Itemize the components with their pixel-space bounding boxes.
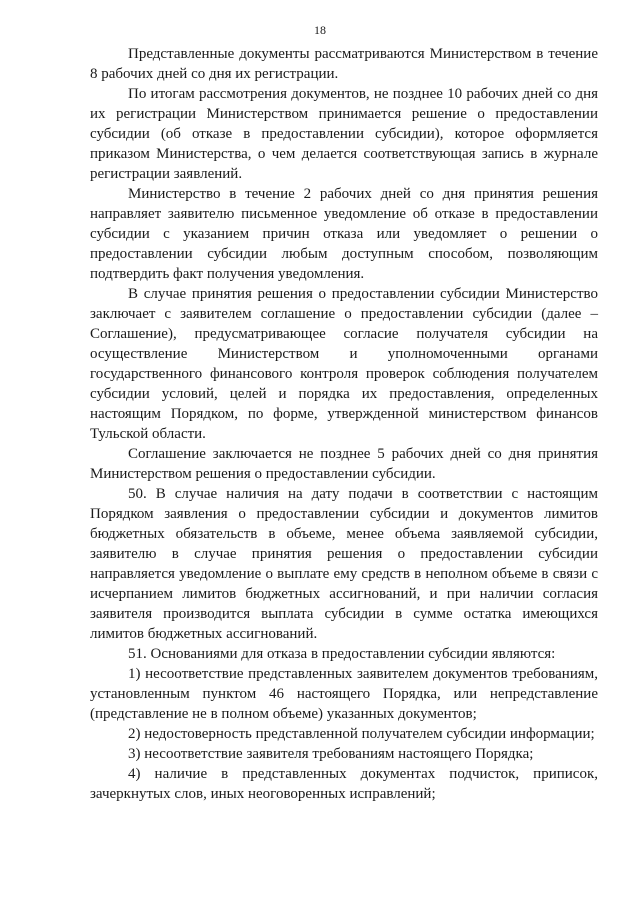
page-number: 18	[314, 23, 326, 37]
paragraph-item-50: 50. В случае наличия на дату подачи в соответствии с настоящим Порядком заявления о предоставлении субсидии и документов лимитов бюджетных обязательств в объеме, менее объема заявляемой субсидии, заявителю в случае принятия решения о предоставлении субсидии направляется уведомление о выплате ему средств в неполном объеме в связи с исчерпанием лимитов бюджетных ассигнований, и при наличии согласия заявителя производится выплата субсидии в сумме остатка имеющихся лимитов бюджетных ассигнований.	[90, 486, 598, 642]
paragraph: В случае принятия решения о предоставлении субсидии Министерство заключает с заявителем соглашение о предоставлении субсидии (далее – Соглашение), предусматривающее согласие получателя субсидии на осуществление Министерством и уполномоченными органами государственного финансового контроля проверок соблюдения получателем субсидии условий, целей и порядка их предоставления, определенных настоящим Порядком, по форме, утвержденной министерством финансов Тульской области.	[90, 286, 598, 442]
paragraph: По итогам рассмотрения документов, не позднее 10 рабочих дней со дня их регистрации Министерством принимается решение о предоставлении субсидии (об отказе в предоставлении субсидии), которое оформляется приказом Министерства, о чем делается соответствующая запись в журнале регистрации заявлений.	[90, 86, 598, 182]
document-body	[90, 44, 598, 804]
paragraph-item-51: 51. Основаниями для отказа в предоставлении субсидии являются:	[128, 646, 556, 662]
paragraph: Соглашение заключается не позднее 5 рабочих дней со дня принятия Министерством решения о предоставлении субсидии.	[90, 446, 598, 482]
list-item: 3) несоответствие заявителя требованиям настоящего Порядка;	[128, 746, 534, 762]
list-item: 1) несоответствие представленных заявителем документов требованиям, установленным пунктом 46 настоящего Порядка, или непредставление (представление не в полном объеме) указанных документов;	[90, 666, 598, 722]
list-item: 4) наличие в представленных документах подчисток, приписок, зачеркнутых слов, иных неоговоренных исправлений;	[90, 766, 598, 802]
paragraph: Министерство в течение 2 рабочих дней со дня принятия решения направляет заявителю письменное уведомление об отказе в предоставлении субсидии с указанием причин отказа или уведомляет о решении о предоставлении субсидии любым доступным способом, позволяющим подтвердить факт получения уведомления.	[90, 186, 598, 282]
list-item: 2) недостоверность представленной получателем субсидии информации;	[128, 726, 595, 742]
paragraph: Представленные документы рассматриваются Министерством в течение 8 рабочих дней со дня их регистрации.	[90, 46, 598, 82]
